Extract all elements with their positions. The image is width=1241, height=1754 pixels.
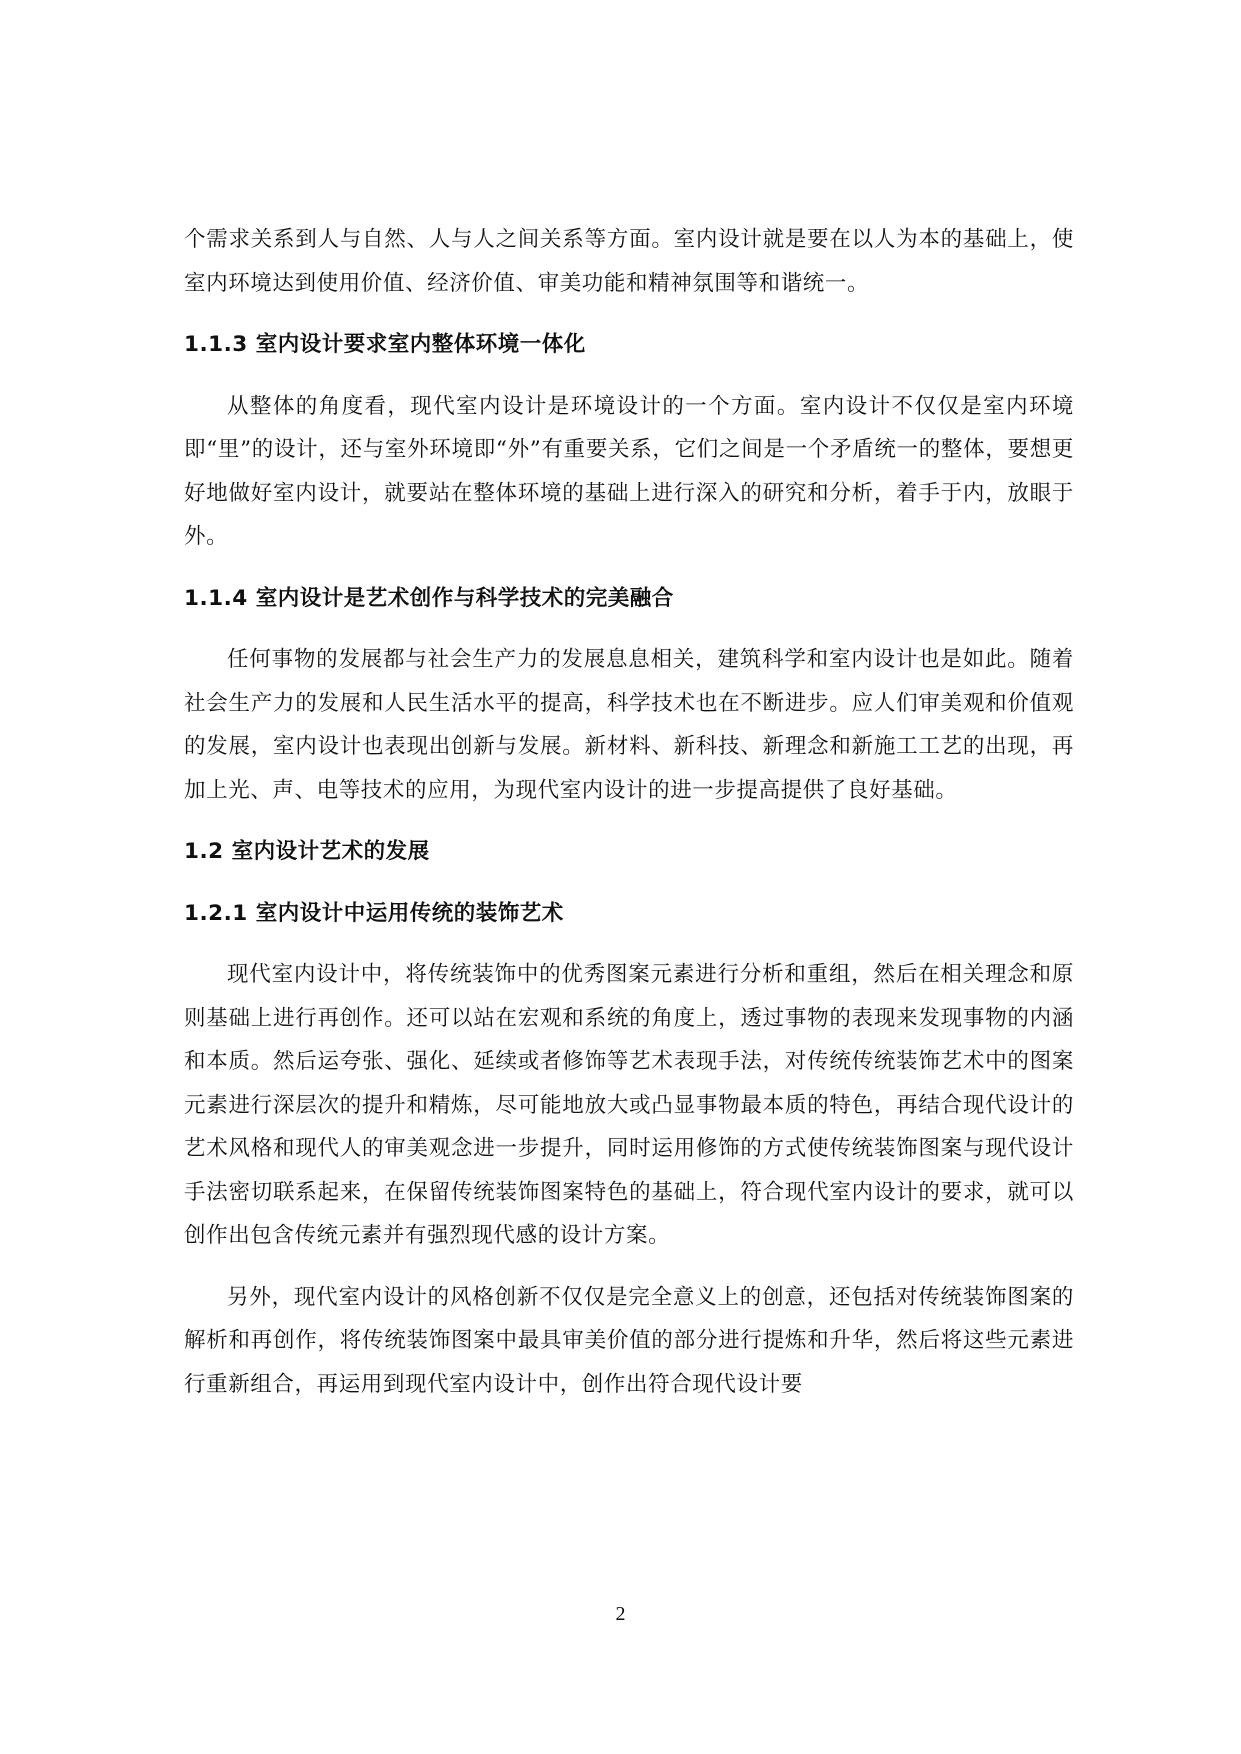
- paragraph: 个需求关系到人与自然、人与人之间关系等方面。室内设计就是要在以人为本的基础上，使室内环境达到使用价值、经济价值、审美功能和精神氛围等和谐统一。: [184, 227, 1074, 296]
- section-title: 室内设计中运用传统的装饰艺术: [255, 900, 564, 926]
- section-heading: [184, 830, 1074, 874]
- page-number: 2: [615, 1603, 626, 1625]
- section-number: 1.1.3: [184, 332, 248, 357]
- section-title: 室内设计艺术的发展: [231, 839, 430, 864]
- section-number: 1.1.4: [184, 585, 248, 611]
- paragraph: 另外，现代室内设计的风格创新不仅仅是完全意义上的创意，还包括对传统装饰图案的解析和再创作，将传统装饰图案中最具审美价值的部分进行提炼和升华，然后将这些元素进行重新组合，再运用到现代室内设计中，创作出符合现代设计要: [184, 1284, 1074, 1397]
- section-title: 室内设计是艺术创作与科学技术的完美融合: [255, 585, 674, 611]
- document-body: [184, 218, 1074, 1424]
- paragraph: 任何事物的发展都与社会生产力的发展息息相关，建筑科学和室内设计也是如此。随着社会生产力的发展和人民生活水平的提高，科学技术也在不断进步。应人们审美观和价值观的发展，室内设计也表现出创新与发展。新材料、新科技、新理念和新施工工艺的出现，再加上光、声、电等技术的应用，为现代室内设计的进一步提高提供了良好基础。: [184, 647, 1074, 803]
- section-heading: [184, 577, 1074, 621]
- paragraph: 现代室内设计中，将传统装饰中的优秀图案元素进行分析和重组，然后在相关理念和原则基础上进行再创作。还可以站在宏观和系统的角度上，透过事物的表现来发现事物的内涵和本质。然后运夸张、强化、延续或者修饰等艺术表现手法，对传统传统装饰艺术中的图案元素进行深层次的提升和精炼，尽可能地放大或凸显事物最本质的特色，再结合现代设计的艺术风格和现代人的审美观念进一步提升，同时运用修饰的方式使传统装饰图案与现代设计手法密切联系起来，在保留传统装饰图案特色的基础上，符合现代室内设计的要求，就可以创作出包含传统元素并有强烈现代感的设计方案。: [184, 962, 1074, 1248]
- section-number: 1.2.1: [184, 900, 248, 926]
- section-title: 室内设计要求室内整体环境一体化: [255, 332, 586, 357]
- section-heading: [184, 892, 1074, 936]
- section-heading: [184, 323, 1074, 367]
- section-number: 1.2: [184, 839, 224, 864]
- paragraph: 从整体的角度看，现代室内设计是环境设计的一个方面。室内设计不仅仅是室内环境即“里”的设计，还与室外环境即“外”有重要关系，它们之间是一个矛盾统一的整体，要想更好地做好室内设计，就要站在整体环境的基础上进行深入的研究和分析，着手于内，放眼于外。: [184, 393, 1074, 549]
